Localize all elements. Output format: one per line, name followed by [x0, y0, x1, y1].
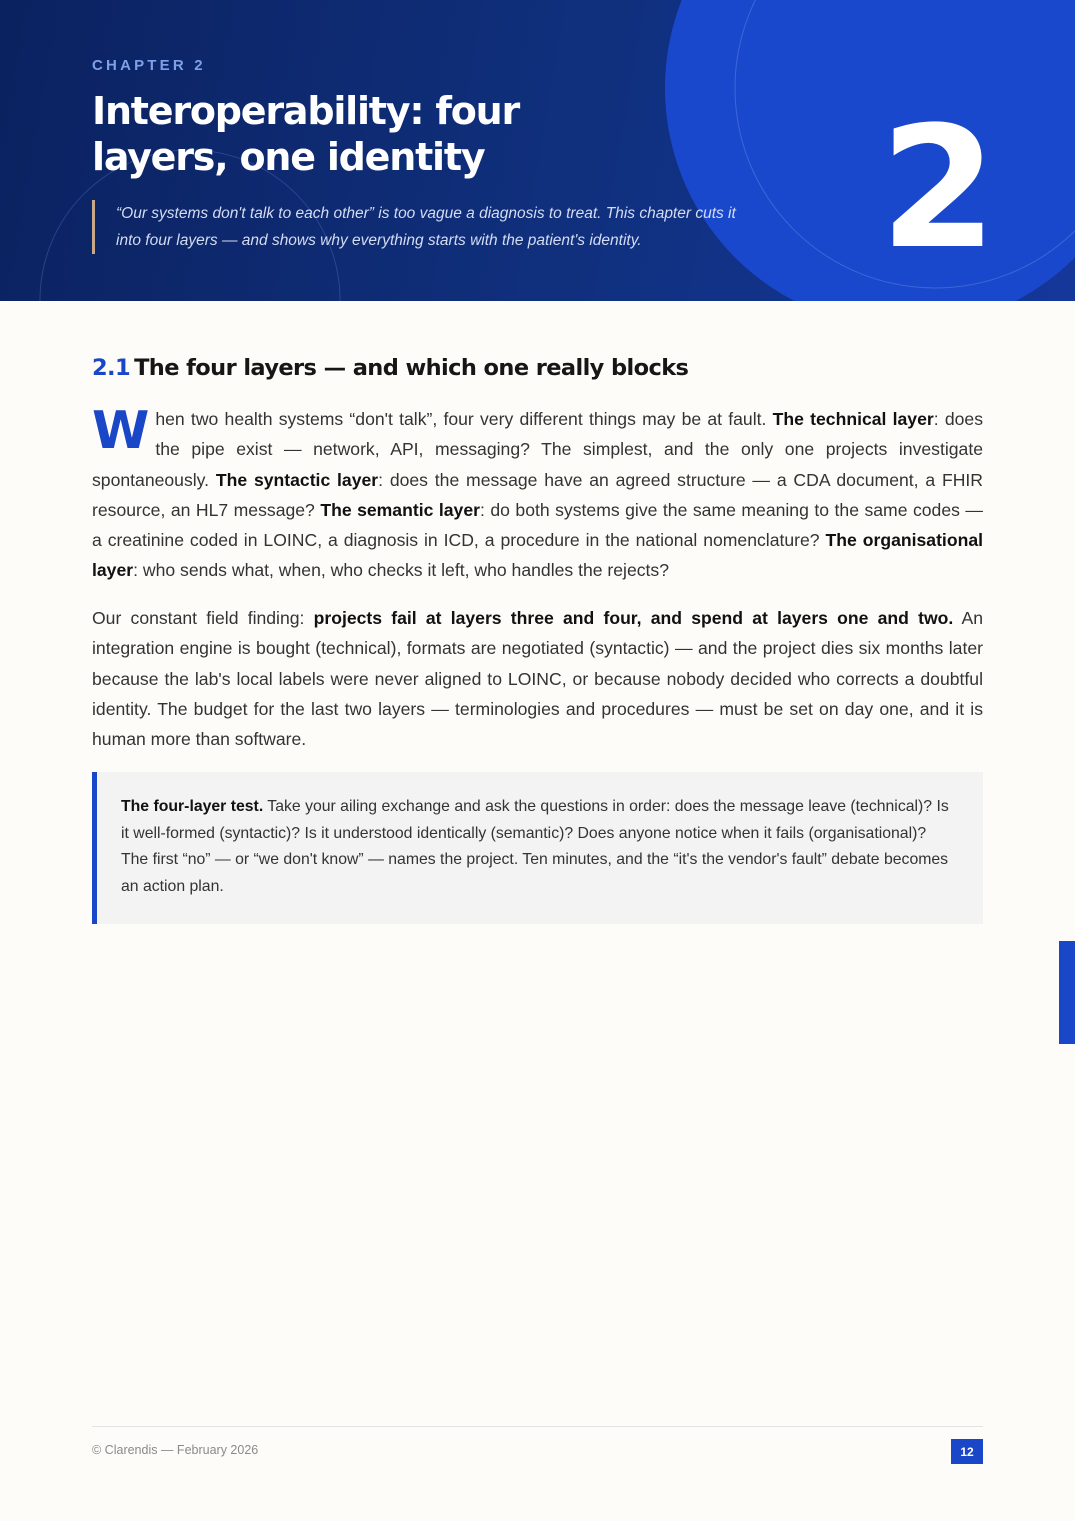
callout-text: Take your ailing exchange and ask the questions in order: does the message leave (technical)? Is it well-formed (syntactic)? Is it understood identically (semantic)? Does anyone notice when it fails (organisational)? The first “no” — or “we don't know” — names the project. Ten minutes, and the “it's the vendor's fault” debate becomes an action plan.	[121, 798, 949, 895]
term-syntactic-layer: The syntactic layer	[215, 469, 379, 490]
chapter-kicker: CHAPTER 2	[92, 57, 206, 74]
footer-divider	[92, 1426, 983, 1427]
footer-copyright: © Clarendis — February 2026	[92, 1443, 259, 1457]
text-run: : does the message have an agreed structure — a CDA document, a FHIR resource, an HL7 message?	[92, 469, 983, 520]
text-run: Our constant field finding:	[92, 608, 314, 628]
section-heading	[92, 355, 688, 381]
body-paragraph-1	[92, 401, 984, 586]
term-semantic-layer: The semantic layer	[320, 499, 480, 520]
page-number-badge: 12	[951, 1439, 983, 1464]
chapter-header	[0, 0, 1075, 301]
chapter-number: 2	[880, 90, 993, 286]
key-finding: projects fail at layers three and four, and spend at layers one and two.	[313, 608, 954, 628]
text-run: : do both systems give the same meaning to the same codes — a creatinine coded in LOINC, a diagnosis in ICD, a procedure in the national nomenclature?	[92, 499, 984, 551]
chapter-lede: “Our systems don't talk to each other” is too vague a diagnosis to treat. This chapter cuts it into four layers — and shows why everything starts with the patient's identity.	[92, 200, 752, 254]
text-run: : who sends what, when, who checks it left, who handles the rejects?	[133, 560, 670, 581]
drop-cap: W	[92, 401, 148, 461]
body-paragraph-2	[92, 603, 983, 754]
callout-box	[92, 772, 983, 924]
hero-circle-filled	[665, 0, 1075, 301]
section-number: 2.1	[92, 355, 131, 381]
callout-lead: The four-layer test.	[121, 798, 264, 815]
term-organisational-layer: The organisational layer	[92, 530, 983, 581]
text-run: hen two health systems “don't talk”, four very different things may be at fault.	[155, 409, 773, 429]
chapter-title: Interoperability: four layers, one identity	[92, 89, 520, 179]
term-technical-layer: The technical layer	[772, 409, 934, 429]
section-title: The four layers — and which one really blocks	[134, 355, 689, 381]
text-run: : does the pipe exist — network, API, messaging? The simplest, and the only one projects investigate spontaneously.	[92, 409, 983, 490]
text-run: An integration engine is bought (technical), formats are negotiated (syntactic) — and the project dies six months later because the lab's local labels were never aligned to LOINC, or because nobody decided who corrects a doubtful identity. The budget for the last two layers — terminologies and procedures — must be set on day one, and it is human more than software.	[92, 608, 984, 750]
chapter-side-tab	[1059, 941, 1075, 1044]
